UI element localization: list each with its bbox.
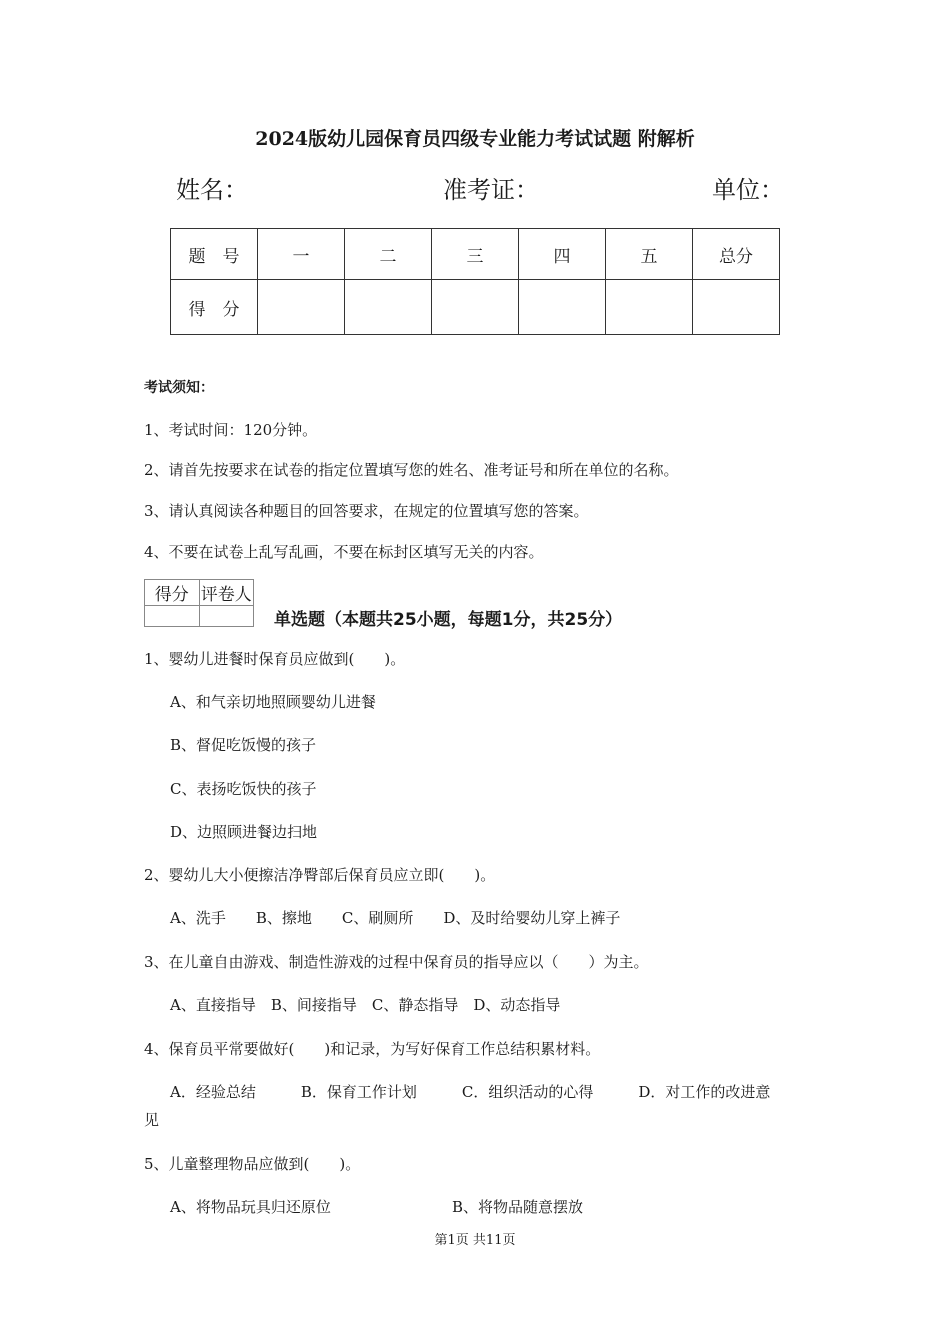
score-table-header-row	[171, 229, 780, 280]
question-options[interactable]: A、洗手 B、擦地 C、刷厕所 D、及时给婴幼儿穿上裤子	[170, 909, 621, 927]
notice-heading: 考试须知：	[144, 380, 214, 396]
question-stem: 5、儿童整理物品应做到( )。	[144, 1155, 361, 1173]
score-cell[interactable]	[519, 280, 606, 335]
grader-score-label: 得分	[145, 580, 200, 606]
question-stem: 4、保育员平常要做好( )和记录，为写好保育工作总结积累材料。	[144, 1040, 601, 1058]
question-option[interactable]: B、督促吃饭慢的孩子	[170, 736, 317, 754]
grader-box	[144, 579, 254, 627]
header-cell-total: 总分	[693, 229, 780, 280]
question-stem: 2、婴幼儿大小便擦洁净臀部后保育员应立即( )。	[144, 866, 496, 884]
grader-score-cell[interactable]	[145, 606, 200, 627]
section-title: 单选题（本题共25小题，每题1分，共25分）	[274, 610, 623, 630]
header-cell-label: 题 号	[171, 229, 258, 280]
exam-id-label: 准考证：	[443, 176, 539, 204]
question-options[interactable]: A．经验总结 B．保育工作计划 C．组织活动的心得 D．对工作的改进意	[170, 1083, 771, 1101]
notice-item: 1、考试时间：120分钟。	[144, 421, 318, 439]
header-cell-4: 四	[519, 229, 606, 280]
score-cell-total[interactable]	[693, 280, 780, 335]
question-options[interactable]: A、直接指导 B、间接指导 C、静态指导 D、动态指导	[170, 996, 561, 1014]
notice-item: 3、请认真阅读各种题目的回答要求，在规定的位置填写您的答案。	[144, 502, 589, 520]
notice-item: 4、不要在试卷上乱写乱画，不要在标封区填写无关的内容。	[144, 543, 544, 561]
name-label: 姓名：	[176, 176, 248, 204]
question-stem: 1、婴幼儿进餐时保育员应做到( )。	[144, 650, 406, 668]
score-row-label: 得 分	[171, 280, 258, 335]
grader-name-cell[interactable]	[199, 606, 254, 627]
notice-item: 2、请首先按要求在试卷的指定位置填写您的姓名、准考证号和所在单位的名称。	[144, 461, 679, 479]
score-cell[interactable]	[606, 280, 693, 335]
grader-name-label: 评卷人	[199, 580, 254, 606]
score-cell[interactable]	[345, 280, 432, 335]
question-option[interactable]: A、将物品玩具归还原位	[170, 1198, 331, 1216]
score-table-score-row	[171, 280, 780, 335]
score-table	[170, 228, 780, 335]
header-cell-5: 五	[606, 229, 693, 280]
question-options-wrap: 见	[144, 1111, 160, 1129]
question-stem: 3、在儿童自由游戏、制造性游戏的过程中保育员的指导应以（ ）为主。	[144, 953, 649, 971]
question-option[interactable]: D、边照顾进餐边扫地	[170, 823, 318, 841]
question-option[interactable]: C、表扬吃饭快的孩子	[170, 780, 317, 798]
header-cell-3: 三	[432, 229, 519, 280]
score-cell[interactable]	[258, 280, 345, 335]
unit-label: 单位：	[712, 176, 784, 204]
question-option[interactable]: B、将物品随意摆放	[452, 1198, 584, 1216]
header-cell-2: 二	[345, 229, 432, 280]
page-footer: 第1页 共11页	[434, 1233, 516, 1248]
header-cell-1: 一	[258, 229, 345, 280]
score-cell[interactable]	[432, 280, 519, 335]
question-option[interactable]: A、和气亲切地照顾婴幼儿进餐	[170, 693, 376, 711]
page-title: 2024版幼儿园保育员四级专业能力考试试题 附解析	[255, 128, 695, 150]
